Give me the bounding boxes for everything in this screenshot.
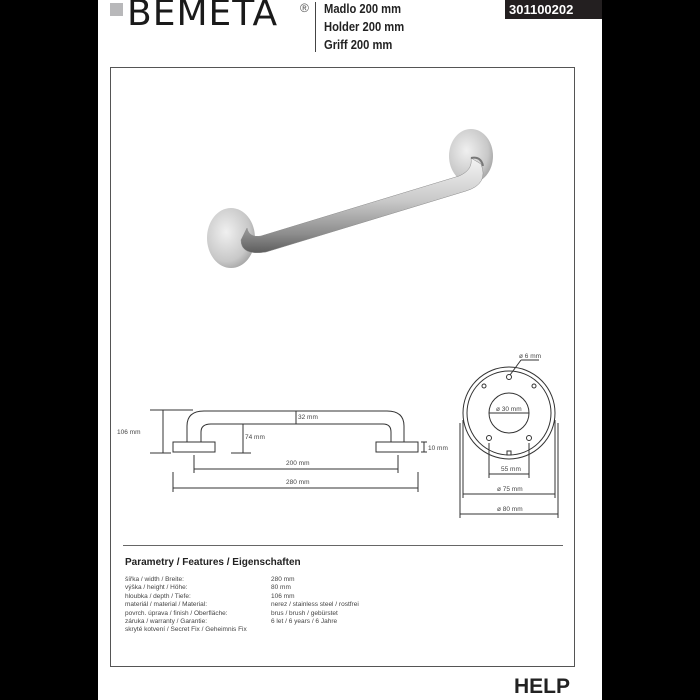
dim-center-distance: 200 mm [286, 460, 310, 467]
dim-inner-diameter: ø 75 mm [497, 486, 523, 493]
dim-total-length: 280 mm [286, 479, 310, 486]
dim-base-height: 10 mm [428, 445, 448, 452]
registered-mark: ® [300, 1, 309, 15]
dim-height-total: 106 mm [117, 429, 141, 436]
technical-drawing [111, 68, 576, 548]
dim-center-diameter: ø 30 mm [496, 406, 522, 413]
dim-inner-height: 74 mm [245, 434, 265, 441]
param-row: šířka / width / Breite: 280 mm [125, 576, 295, 583]
section-divider [123, 545, 563, 546]
param-row: záruka / warranty / Garantie: 6 let / 6 years / 6 Jahre [125, 618, 338, 626]
parameters-title: Parametry / Features / Eigenschaften [125, 557, 301, 568]
product-code-badge: 301100202 [505, 0, 602, 19]
param-row: výška / height / Höhe: 80 mm [125, 584, 291, 592]
param-row: materiál / material / Material: nerez / stainless steel / rostfrei [125, 601, 359, 609]
param-row: skryté kotvení / Secret Fix / Geheimnis Fix [125, 626, 247, 634]
brand-name: BEMETA [127, 0, 279, 34]
title-divider [315, 2, 316, 52]
product-titles [324, 0, 417, 54]
content-frame [110, 67, 575, 667]
param-row: hloubka / depth / Tiefe: 106 mm [125, 592, 295, 600]
dim-hole-diameter: ø 6 mm [519, 353, 542, 360]
parameters-table [125, 576, 359, 635]
title-en: Holder 200 mm [324, 19, 405, 34]
dim-outer-diameter: ø 80 mm [497, 506, 523, 513]
param-row: povrch. úprava / finish / Oberfläche: brus / brush / gebürstet [125, 609, 338, 617]
title-de: Griff 200 mm [324, 37, 393, 52]
title-cz: Madlo 200 mm [324, 1, 402, 16]
product-sheet [98, 0, 602, 700]
dim-hole-spacing: 55 mm [501, 466, 521, 473]
dim-tube-offset: 32 mm [298, 414, 318, 421]
logo-square-icon [110, 3, 123, 16]
series-name: HELP [514, 675, 571, 698]
